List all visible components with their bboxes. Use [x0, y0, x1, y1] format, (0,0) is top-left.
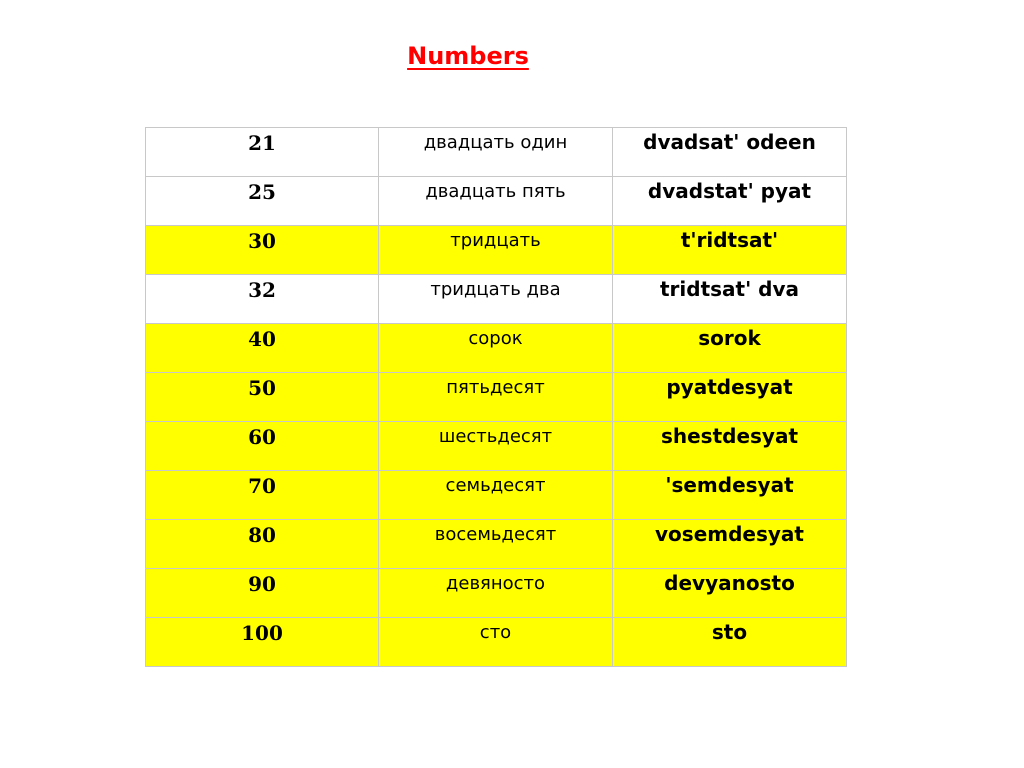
transliteration-cell: dvadstat' pyat	[613, 177, 847, 226]
transliteration-cell: sto	[613, 618, 847, 667]
table-row	[146, 226, 847, 275]
number-cell: 25	[146, 177, 379, 226]
transliteration-cell: devyanosto	[613, 569, 847, 618]
russian-cell: пятьдесят	[379, 373, 613, 422]
russian-cell: шестьдесят	[379, 422, 613, 471]
numbers-table	[145, 127, 847, 667]
number-cell: 40	[146, 324, 379, 373]
russian-cell: девяносто	[379, 569, 613, 618]
table-row	[146, 128, 847, 177]
table-row	[146, 422, 847, 471]
russian-cell: двадцать пять	[379, 177, 613, 226]
russian-cell: восемьдесят	[379, 520, 613, 569]
transliteration-cell: shestdesyat	[613, 422, 847, 471]
russian-cell: тридцать два	[379, 275, 613, 324]
title-text: Numbers	[407, 42, 529, 70]
russian-cell: семьдесят	[379, 471, 613, 520]
number-cell: 80	[146, 520, 379, 569]
transliteration-cell: pyatdesyat	[613, 373, 847, 422]
transliteration-cell: tridtsat' dva	[613, 275, 847, 324]
table-row	[146, 618, 847, 667]
page-title	[0, 42, 936, 70]
table-row	[146, 177, 847, 226]
number-cell: 32	[146, 275, 379, 324]
transliteration-cell: sorok	[613, 324, 847, 373]
number-cell: 21	[146, 128, 379, 177]
table-row	[146, 520, 847, 569]
table-row	[146, 275, 847, 324]
transliteration-cell: vosemdesyat	[613, 520, 847, 569]
russian-cell: тридцать	[379, 226, 613, 275]
table-row	[146, 324, 847, 373]
number-cell: 50	[146, 373, 379, 422]
number-cell: 30	[146, 226, 379, 275]
number-cell: 60	[146, 422, 379, 471]
transliteration-cell: t'ridtsat'	[613, 226, 847, 275]
number-cell: 100	[146, 618, 379, 667]
russian-cell: сорок	[379, 324, 613, 373]
table-row	[146, 373, 847, 422]
number-cell: 70	[146, 471, 379, 520]
transliteration-cell: 'semdesyat	[613, 471, 847, 520]
number-cell: 90	[146, 569, 379, 618]
table-row	[146, 471, 847, 520]
russian-cell: двадцать один	[379, 128, 613, 177]
russian-cell: сто	[379, 618, 613, 667]
transliteration-cell: dvadsat' odeen	[613, 128, 847, 177]
table-body	[146, 128, 847, 667]
table-row	[146, 569, 847, 618]
